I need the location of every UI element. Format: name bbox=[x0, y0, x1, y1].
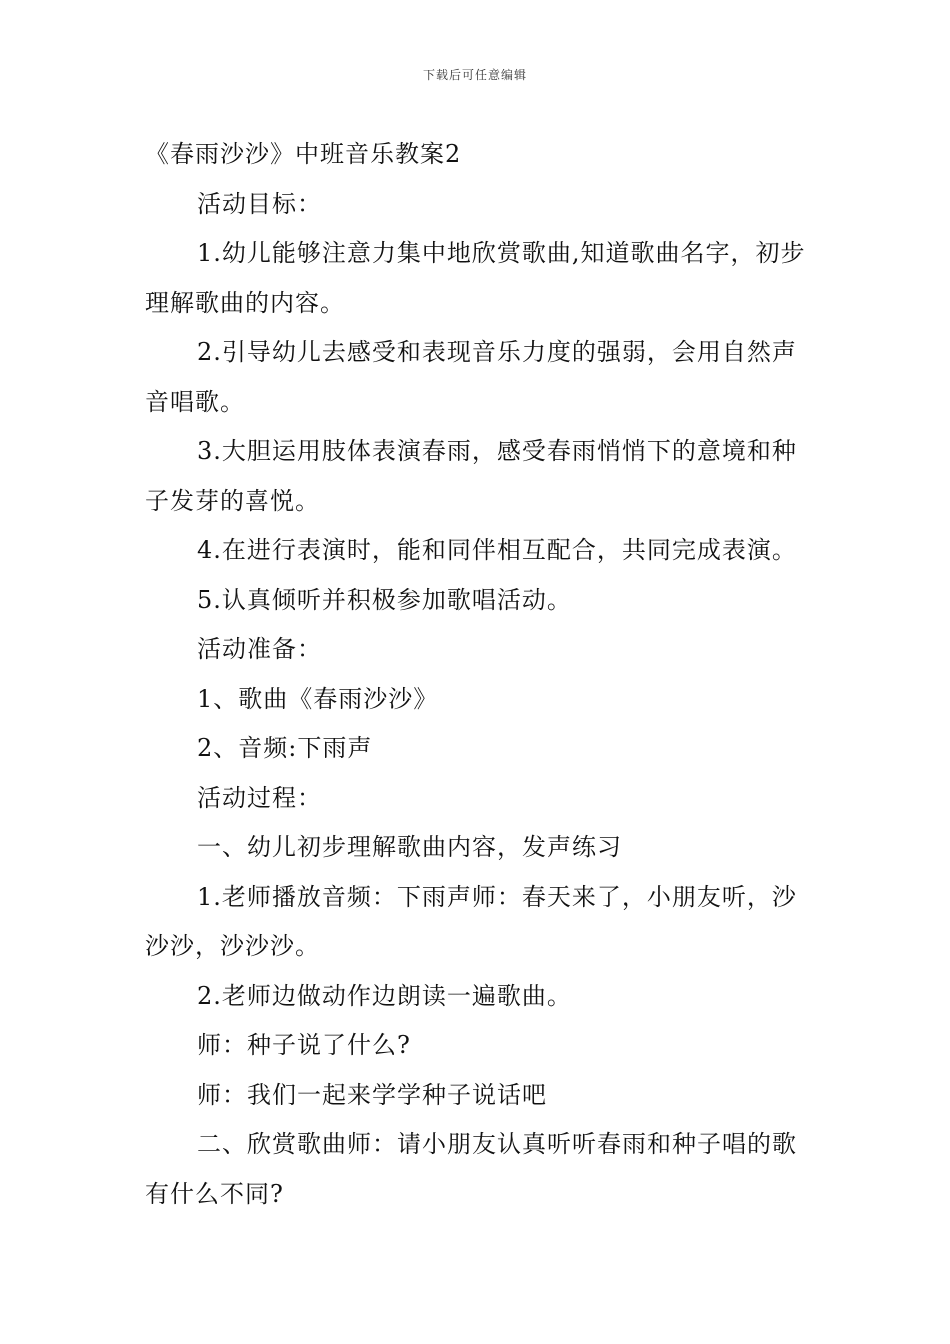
process-step-1-heading: 一、幼儿初步理解歌曲内容，发声练习 bbox=[197, 833, 622, 861]
preparation-item-1: 1、歌曲《春雨沙沙》 bbox=[197, 684, 439, 713]
section-heading-goals: 活动目标： bbox=[197, 189, 322, 218]
process-step-2-heading: 二、欣赏歌曲师：请小朋友认真听听春雨和种子唱的歌有什么不同? bbox=[145, 1130, 797, 1208]
section-heading-process: 活动过程： bbox=[197, 783, 322, 812]
goal-item-5: 5.认真倾听并积极参加歌唱活动。 bbox=[197, 585, 572, 614]
teacher-line-2: 师：我们一起来学学种子说话吧 bbox=[197, 1080, 547, 1109]
page-header-note: 下载后可任意编辑 bbox=[422, 68, 527, 82]
document-body bbox=[145, 130, 810, 1219]
section-heading-preparation: 活动准备： bbox=[197, 635, 322, 663]
goal-item-3: 3.大胆运用肢体表演春雨，感受春雨悄悄下的意境和种子发芽的喜悦。 bbox=[145, 437, 797, 515]
goal-item-4: 4.在进行表演时，能和同伴相互配合，共同完成表演。 bbox=[197, 536, 797, 564]
teacher-line-1: 师：种子说了什么? bbox=[197, 1031, 411, 1059]
document-title: 《春雨沙沙》中班音乐教案2 bbox=[145, 140, 462, 168]
process-step-1-item-1: 1.老师播放音频：下雨声师：春天来了，小朋友听，沙沙沙，沙沙沙。 bbox=[145, 882, 797, 960]
goal-item-2: 2.引导幼儿去感受和表现音乐力度的强弱，会用自然声音唱歌。 bbox=[145, 338, 797, 416]
goal-item-1: 1.幼儿能够注意力集中地欣赏歌曲,知道歌曲名字，初步理解歌曲的内容。 bbox=[145, 239, 806, 317]
process-step-1-item-2: 2.老师边做动作边朗读一遍歌曲。 bbox=[197, 981, 572, 1010]
preparation-item-2: 2、音频:下雨声 bbox=[197, 734, 373, 762]
